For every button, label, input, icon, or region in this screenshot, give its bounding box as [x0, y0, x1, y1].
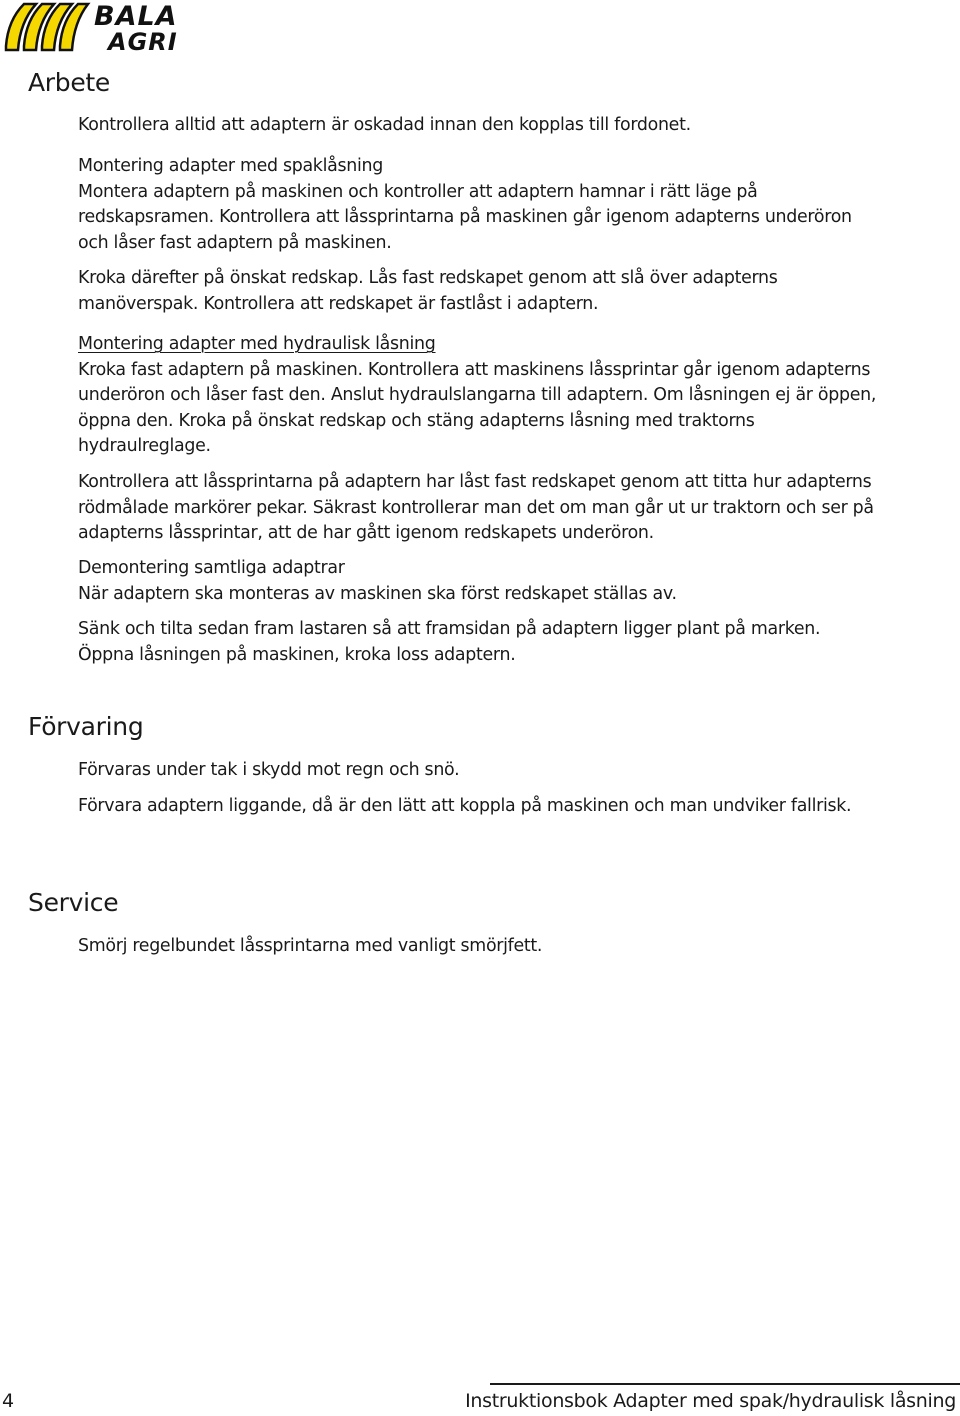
service-paragraph-1: Smörj regelbundet låssprintarna med vanligt smörjfett. — [78, 936, 543, 956]
arbete-body — [78, 113, 878, 139]
section-heading-forvaring: Förvaring — [28, 712, 144, 741]
footer-rule — [490, 1383, 960, 1385]
service-body — [78, 934, 878, 960]
subheading-spaklasning: Montering adapter med spaklåsning — [78, 156, 383, 176]
arbete-spaklasning-block — [78, 154, 878, 318]
forvaring-paragraph-1: Förvaras under tak i skydd mot regn och snö. — [78, 760, 460, 780]
arbete-paragraph-1: Kontrollera alltid att adaptern är oskadad innan den kopplas till fordonet. — [78, 115, 691, 135]
footer-title: Instruktionsbok Adapter med spak/hydraulisk låsning — [465, 1390, 956, 1412]
arbete-paragraph-4: Kroka fast adaptern på maskinen. Kontrollera att maskinens låssprintar går igenom adapterns underöron och låser fast den. Anslut hydraulslangarna till adaptern. Om låsningen ej är öppen, öppna den. Kroka på önskat redskap och stäng adapterns låsning med traktorns hydraulreglage. — [78, 359, 877, 457]
arbete-paragraph-3: Kroka därefter på önskat redskap. Lås fast redskapet genom att slå över adapterns manöverspak. Kontrollera att redskapet är fastlåst i adaptern. — [78, 268, 778, 314]
logo-stripes — [6, 4, 88, 50]
logo-line1: BALA — [94, 1, 178, 32]
forvaring-body — [78, 758, 878, 819]
arbete-paragraph-2: Montera adaptern på maskinen och kontroller att adaptern hamnar i rätt läge på redskapsramen. Kontrollera att låssprintarna på maskinen går igenom adapterns underöron och låser fast adaptern på maskinen. — [78, 181, 852, 253]
subheading-demontering: Demontering samtliga adaptrar — [78, 558, 345, 578]
subheading-hydraulisk-lasning: Montering adapter med hydraulisk låsning — [78, 334, 436, 354]
logo-line2: AGRI — [108, 28, 178, 54]
arbete-hydraulisk-block — [78, 332, 878, 547]
page-number: 4 — [2, 1390, 15, 1412]
section-heading-service: Service — [28, 888, 119, 917]
arbete-paragraph-7: Sänk och tilta sedan fram lastaren så att framsidan på adaptern ligger plant på marken. Öppna låsningen på maskinen, kroka loss adaptern. — [78, 619, 821, 665]
arbete-demontering-block — [78, 556, 878, 668]
section-heading-arbete: Arbete — [28, 68, 111, 97]
bala-agri-logo — [4, 0, 190, 54]
forvaring-paragraph-2: Förvara adaptern liggande, då är den lätt att koppla på maskinen och man undviker fallrisk. — [78, 795, 852, 816]
arbete-paragraph-6: När adaptern ska monteras av maskinen ska först redskapet ställas av. — [78, 583, 677, 604]
arbete-paragraph-5: Kontrollera att låssprintarna på adaptern har låst fast redskapet genom att titta hur adapterns rödmålade markörer pekar. Säkrast kontrollerar man det om man går ut ur traktorn och ser på adapterns låssprintar, att de har gått igenom redskapets underöron. — [78, 471, 874, 544]
